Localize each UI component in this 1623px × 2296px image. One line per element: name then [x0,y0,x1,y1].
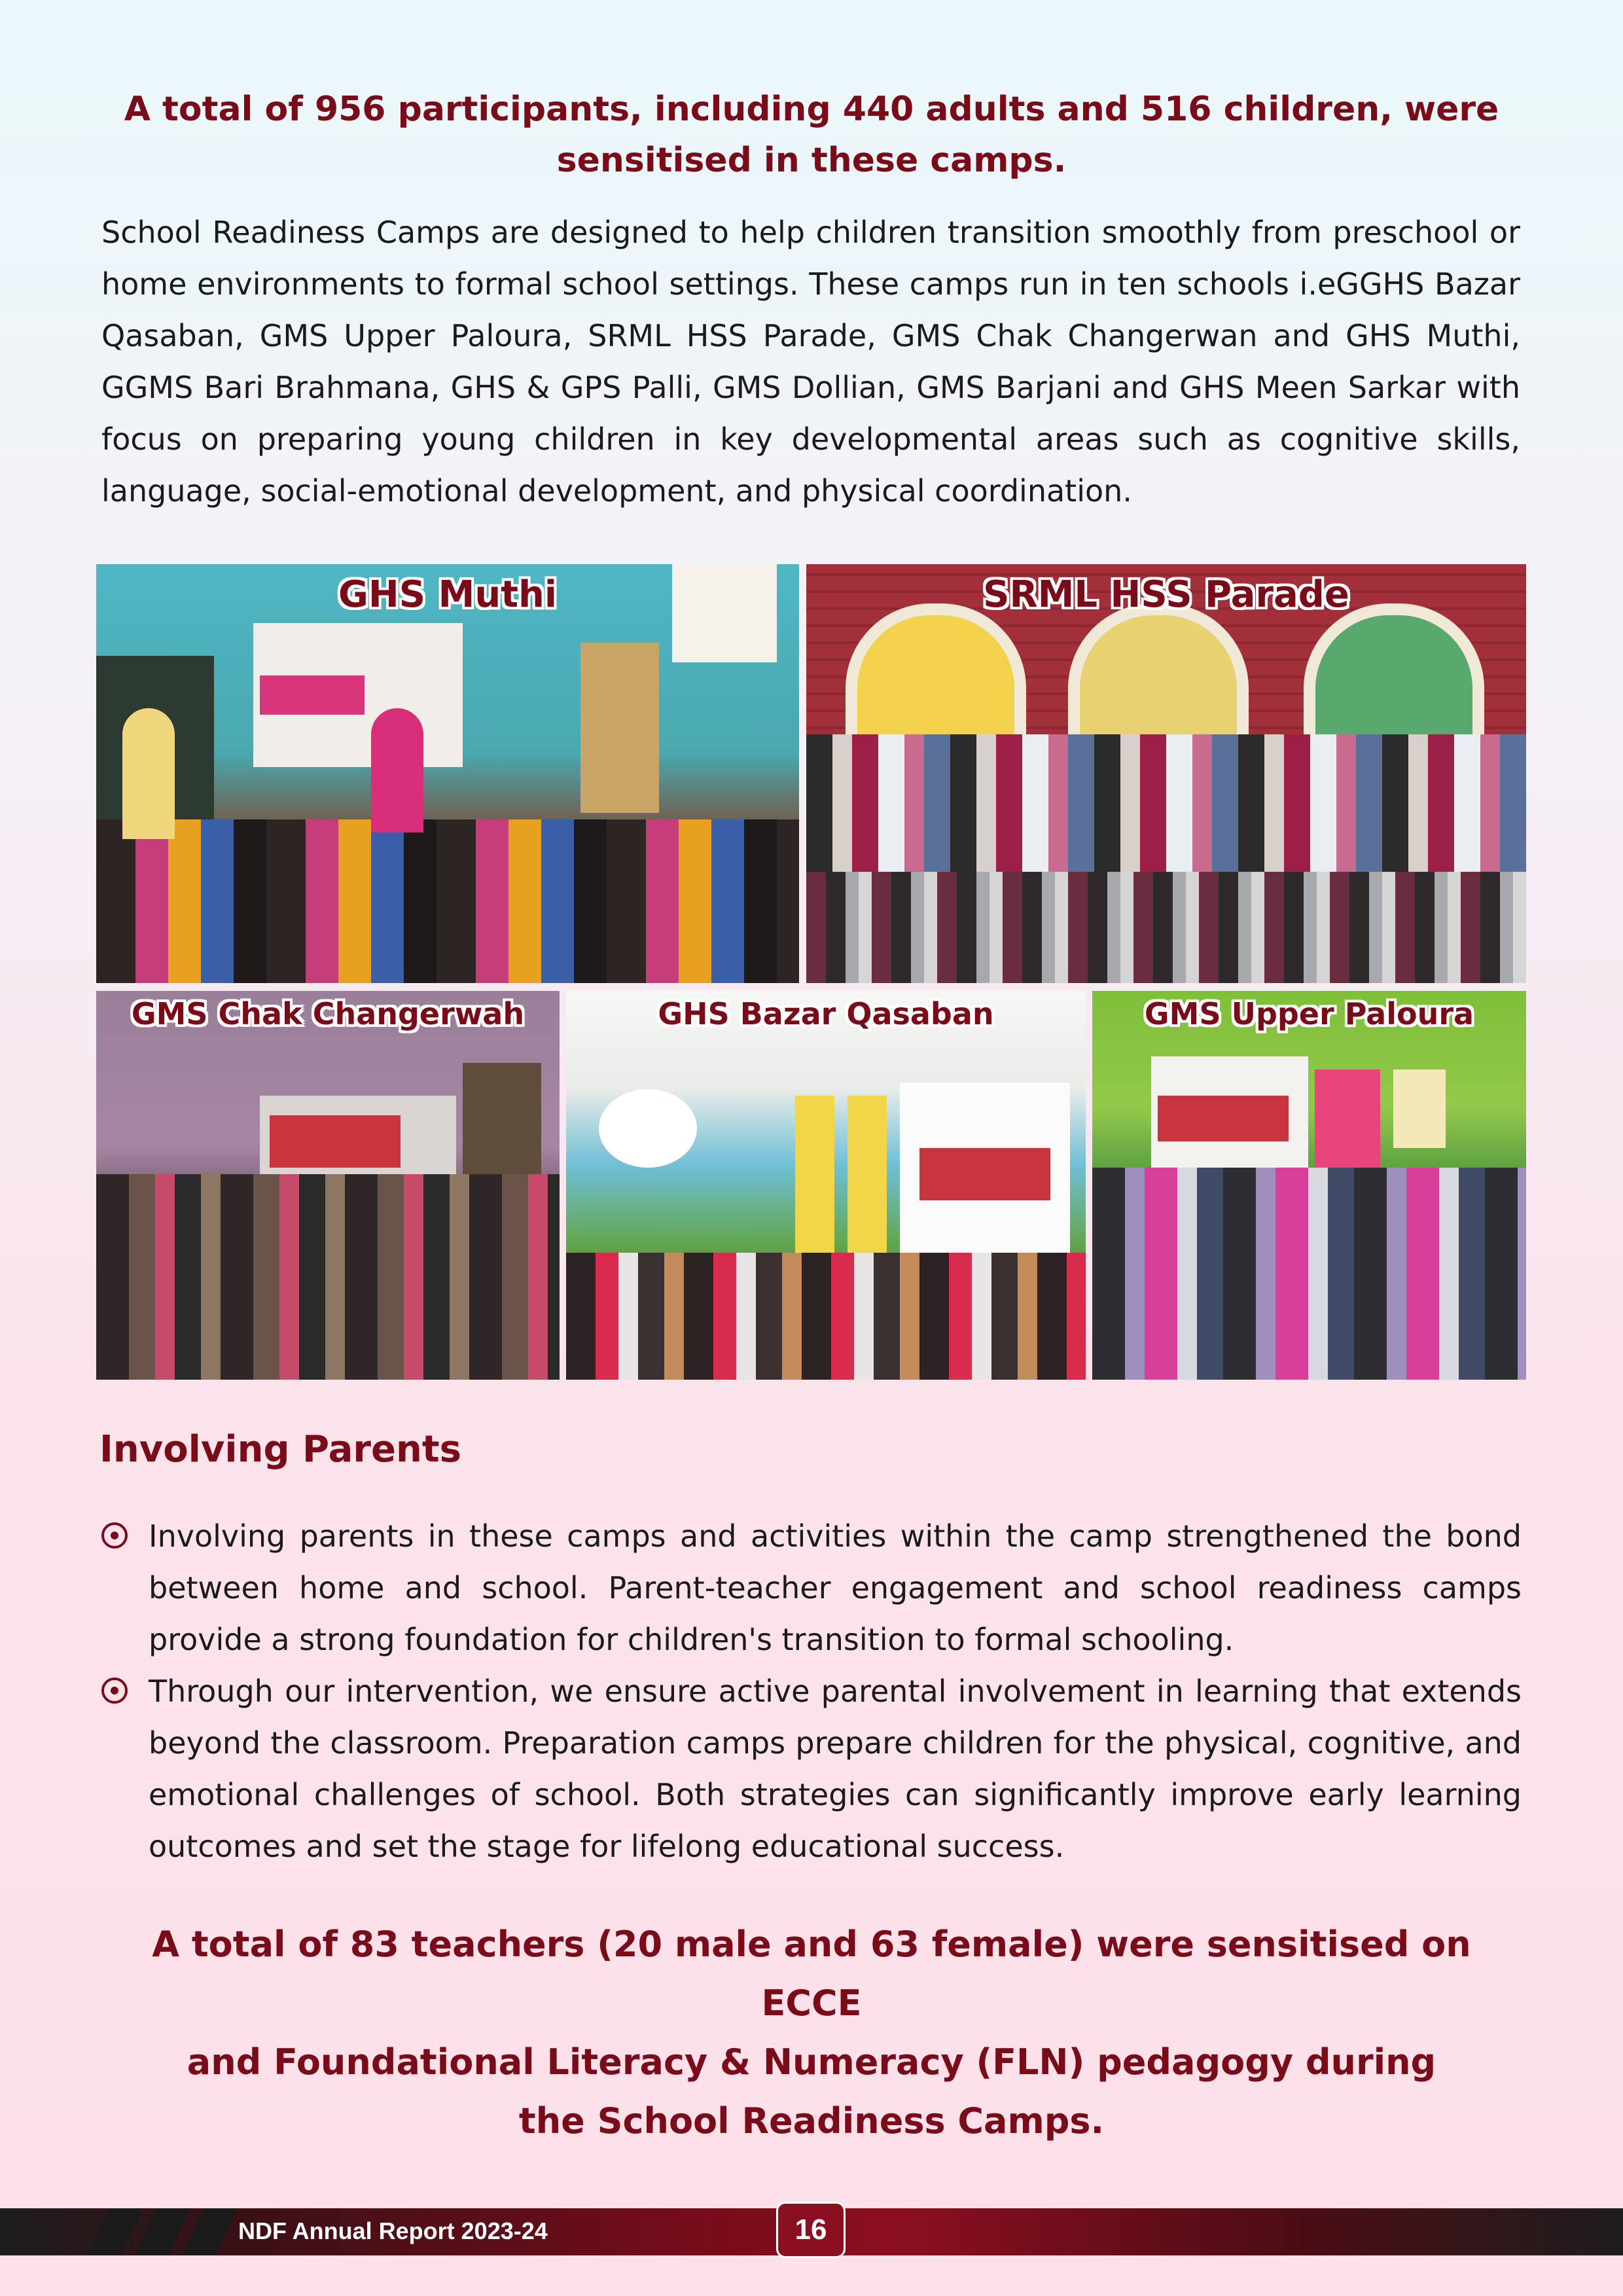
footer-stripe [181,2208,238,2255]
photo-label: GHS Muthi [338,573,558,616]
bottom-highlight [98,1915,1525,2151]
top-highlight-line-1: A total of 956 participants, including 440 adults and 516 children, were [124,90,1499,129]
footer-stripe [87,2208,143,2255]
photo-label: GMS Chak Changerwah [131,996,525,1031]
page-number: 16 [776,2202,846,2258]
top-highlight-line-2: sensitised in these camps. [556,141,1067,180]
top-highlight [98,84,1525,186]
photo-ghs-bazar-qasaban [566,991,1086,1380]
section-title: Involving Parents [99,1428,461,1471]
bullet-item [101,1511,1522,1666]
bullet-item [101,1666,1522,1873]
photo-ghs-muthi [96,564,799,983]
photo-srml-hss-parade [806,564,1526,983]
circle-dot-icon [101,1522,128,1549]
footer-stripe [134,2208,190,2255]
bullet-text: Involving parents in these camps and activities within the camp strengthened the bond between home and school. Parent-teacher engagement and school readiness camps provide a strong foundation for children's transition to formal schooling. [149,1518,1522,1657]
bottom-highlight-line-2: and Foundational Literacy & Numeracy (FLN) pedagogy during [187,2041,1436,2083]
circle-dot-icon [101,1677,128,1704]
bottom-highlight-line-3: the School Readiness Camps. [518,2100,1105,2142]
photo-gms-chak-changerwah [96,991,560,1380]
bottom-highlight-line-1: A total of 83 teachers (20 male and 63 female) were sensitised on ECCE [152,1924,1471,2024]
footer-title: NDF Annual Report 2023-24 [238,2217,548,2244]
photo-gms-upper-paloura [1092,991,1526,1380]
photo-label: GHS Bazar Qasaban [658,996,994,1031]
bullet-text: Through our intervention, we ensure active parental involvement in learning that extends beyond the classroom. Preparation camps prepare children for the physical, cognitive, and emotional challenges of school. Both strategies can significantly improve early learning outcomes and set the stage for lifelong educational success. [149,1674,1522,1864]
intro-paragraph: School Readiness Camps are designed to help children transition smoothly from preschool or home environments to formal school settings. These camps run in ten schools i.eGGHS Bazar Qasaban, GMS Upper Paloura, SRML HSS Parade, GMS Chak Changerwan and GHS Muthi, GGMS Bari Brahmana, GHS & GPS Palli, GMS Dollian, GMS Barjani and GHS Meen Sarkar with focus on preparing young children in key developmental areas such as cognitive skills, language, social-emotional development, and physical coordination. [101,215,1520,509]
photo-label: GMS Upper Paloura [1144,996,1474,1031]
photo-label: SRML HSS Parade [983,573,1349,616]
